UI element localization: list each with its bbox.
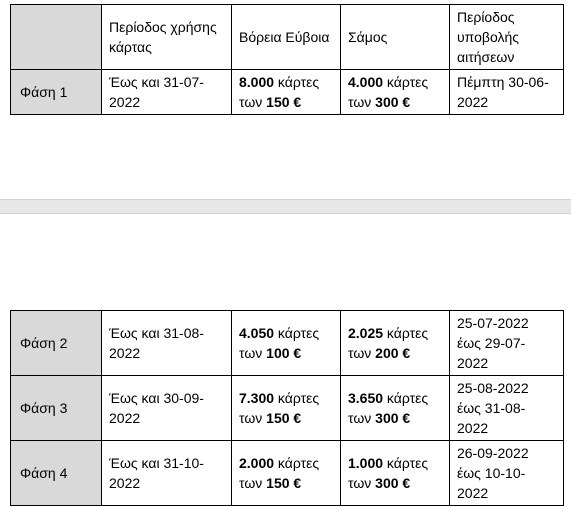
page-break-divider (0, 199, 571, 214)
phase-label: Φάση 2 (11, 311, 102, 376)
evia-cards-text: κάρτες των (239, 74, 320, 110)
evia-card-amount: 150 € (266, 410, 302, 426)
phases-table-bottom (10, 310, 564, 506)
samos-cards-cell (341, 311, 450, 376)
header-north-evia: Βόρεια Εύβοια (232, 5, 341, 70)
samos-card-amount: 300 € (375, 475, 411, 491)
evia-card-count: 8.000 (239, 74, 275, 90)
phase-label: Φάση 1 (11, 70, 102, 115)
header-corner-cell (11, 5, 102, 70)
samos-cards-cell (341, 441, 450, 506)
table-row (11, 441, 564, 506)
header-usage-period: Περίοδος χρήσης κάρτας (102, 5, 232, 70)
samos-card-amount: 300 € (375, 94, 411, 110)
application-period-cell: 25-07-2022 έως 29-07-2022 (450, 311, 564, 376)
evia-card-amount: 150 € (266, 475, 302, 491)
samos-cards-text: κάρτες των (348, 455, 429, 491)
header-application-period: Περίοδος υποβολής αιτήσεων (450, 5, 564, 70)
application-period-cell: 25-08-2022 έως 31-08-2022 (450, 376, 564, 441)
evia-cards-text: κάρτες των (239, 390, 320, 426)
samos-cards-text: κάρτες των (348, 325, 429, 361)
samos-card-count: 4.000 (348, 74, 384, 90)
table-header-row (11, 5, 564, 70)
evia-card-count: 7.300 (239, 390, 275, 406)
samos-cards-cell (341, 70, 450, 115)
samos-card-count: 3.650 (348, 390, 384, 406)
header-samos: Σάμος (341, 5, 450, 70)
samos-cards-text: κάρτες των (348, 390, 429, 426)
usage-period-cell: Έως και 31-08-2022 (102, 311, 232, 376)
table-row (11, 376, 564, 441)
phases-table-top (10, 4, 564, 115)
evia-cards-cell (232, 441, 341, 506)
phase-label: Φάση 3 (11, 376, 102, 441)
samos-card-count: 2.025 (348, 325, 384, 341)
evia-card-amount: 150 € (266, 94, 302, 110)
samos-cards-text: κάρτες των (348, 74, 429, 110)
evia-cards-text: κάρτες των (239, 455, 320, 491)
samos-card-count: 1.000 (348, 455, 384, 471)
phase-label: Φάση 4 (11, 441, 102, 506)
samos-card-amount: 200 € (375, 345, 411, 361)
table-row (11, 311, 564, 376)
table-row (11, 70, 564, 115)
application-period-cell: 26-09-2022 έως 10-10-2022 (450, 441, 564, 506)
usage-period-cell: Έως και 30-09-2022 (102, 376, 232, 441)
evia-card-count: 4.050 (239, 325, 275, 341)
usage-period-cell: Έως και 31-10-2022 (102, 441, 232, 506)
application-period-cell: Πέμπτη 30-06-2022 (450, 70, 564, 115)
evia-card-count: 2.000 (239, 455, 275, 471)
usage-period-cell: Έως και 31-07-2022 (102, 70, 232, 115)
evia-cards-cell (232, 70, 341, 115)
evia-card-amount: 100 € (266, 345, 302, 361)
evia-cards-text: κάρτες των (239, 325, 320, 361)
evia-cards-cell (232, 376, 341, 441)
samos-card-amount: 300 € (375, 410, 411, 426)
evia-cards-cell (232, 311, 341, 376)
samos-cards-cell (341, 376, 450, 441)
